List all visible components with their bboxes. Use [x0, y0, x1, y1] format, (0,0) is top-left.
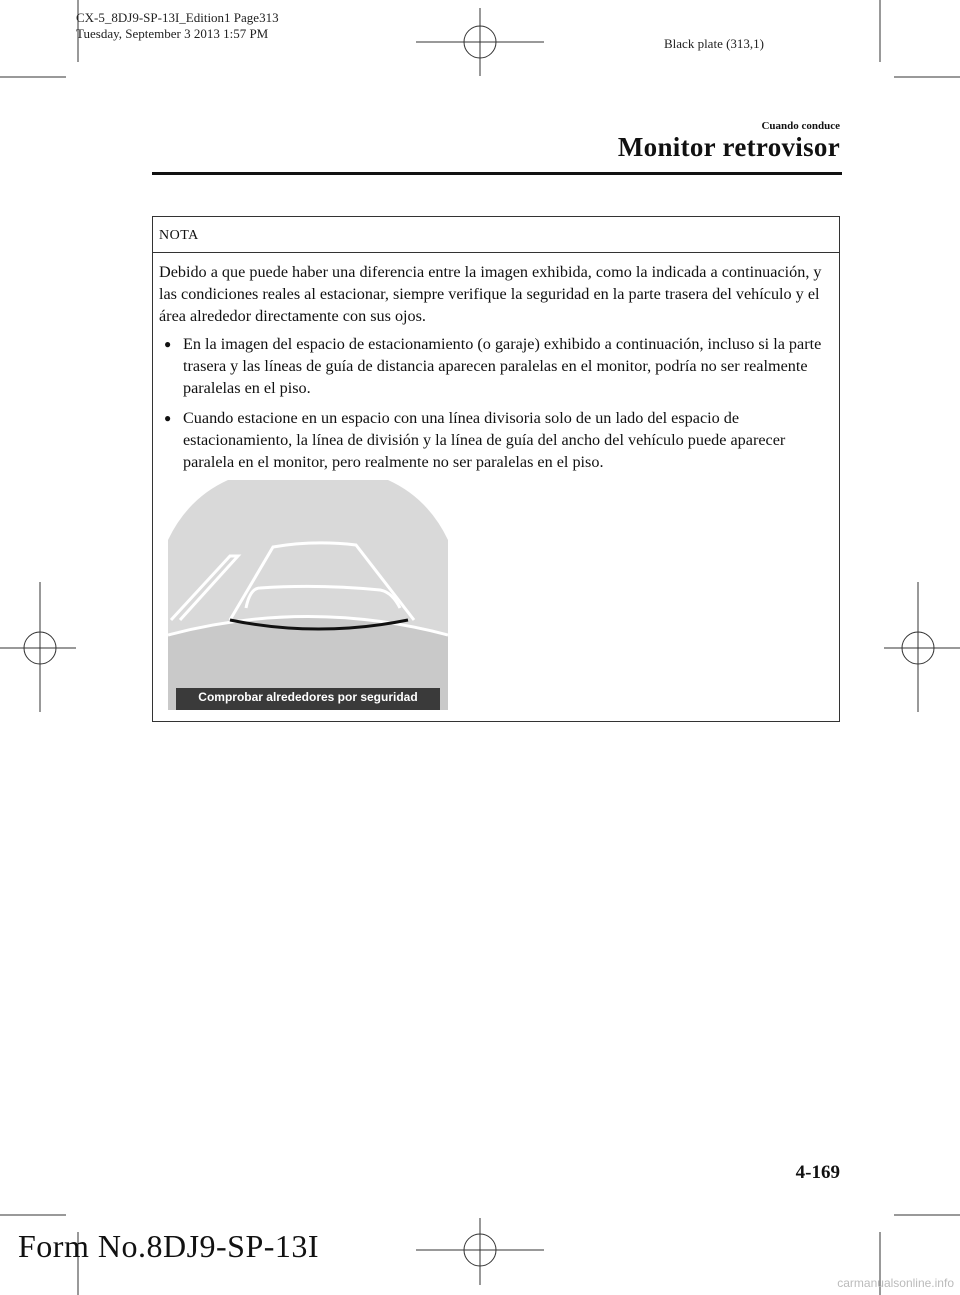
title-divider	[152, 172, 842, 175]
figure-caption: Comprobar alrededores por seguridad	[198, 690, 418, 704]
note-heading: NOTA	[153, 217, 839, 253]
note-body	[153, 253, 839, 473]
print-info	[76, 10, 279, 42]
page-number: 4-169	[795, 1162, 840, 1183]
bullet-icon: ●	[164, 411, 172, 425]
form-number: Form No.8DJ9-SP-13I	[18, 1228, 320, 1264]
bullet-icon: ●	[164, 337, 172, 351]
note-bullet	[159, 333, 829, 399]
note-intro: Debido a que puede haber una diferencia entre la imagen exhibida, como la indicada a continuación, y las condiciones reales al estacionar, siempre verifique la seguridad en la parte trasera del vehículo y el área alrededor directamente con sus ojos.	[159, 263, 822, 325]
note-bullet	[159, 407, 829, 473]
watermark: carmanualsonline.info	[837, 1276, 954, 1290]
rear-monitor-illustration	[168, 480, 448, 710]
section-label: Cuando conduce	[761, 120, 840, 132]
plate-label: Black plate (313,1)	[664, 36, 764, 51]
note-bullet-text: En la imagen del espacio de estacionamiento (o garaje) exhibido a continuación, incluso si la parte trasera y las líneas de guía de distancia aparecen paralelas en el monitor, podría no ser realmente paralelas en el piso.	[183, 335, 822, 397]
note-bullet-text: Cuando estacione en un espacio con una línea divisoria solo de un lado del espacio de estacionamiento, la línea de división y la línea de guía del ancho del vehículo puede aparecer paralela en el monitor, pero realmente no ser paralelas en el piso.	[183, 409, 786, 471]
page-title: Monitor retrovisor	[617, 132, 840, 162]
print-info-file: CX-5_8DJ9-SP-13I_Edition1 Page313	[76, 10, 279, 25]
print-info-date: Tuesday, September 3 2013 1:57 PM	[76, 26, 269, 41]
